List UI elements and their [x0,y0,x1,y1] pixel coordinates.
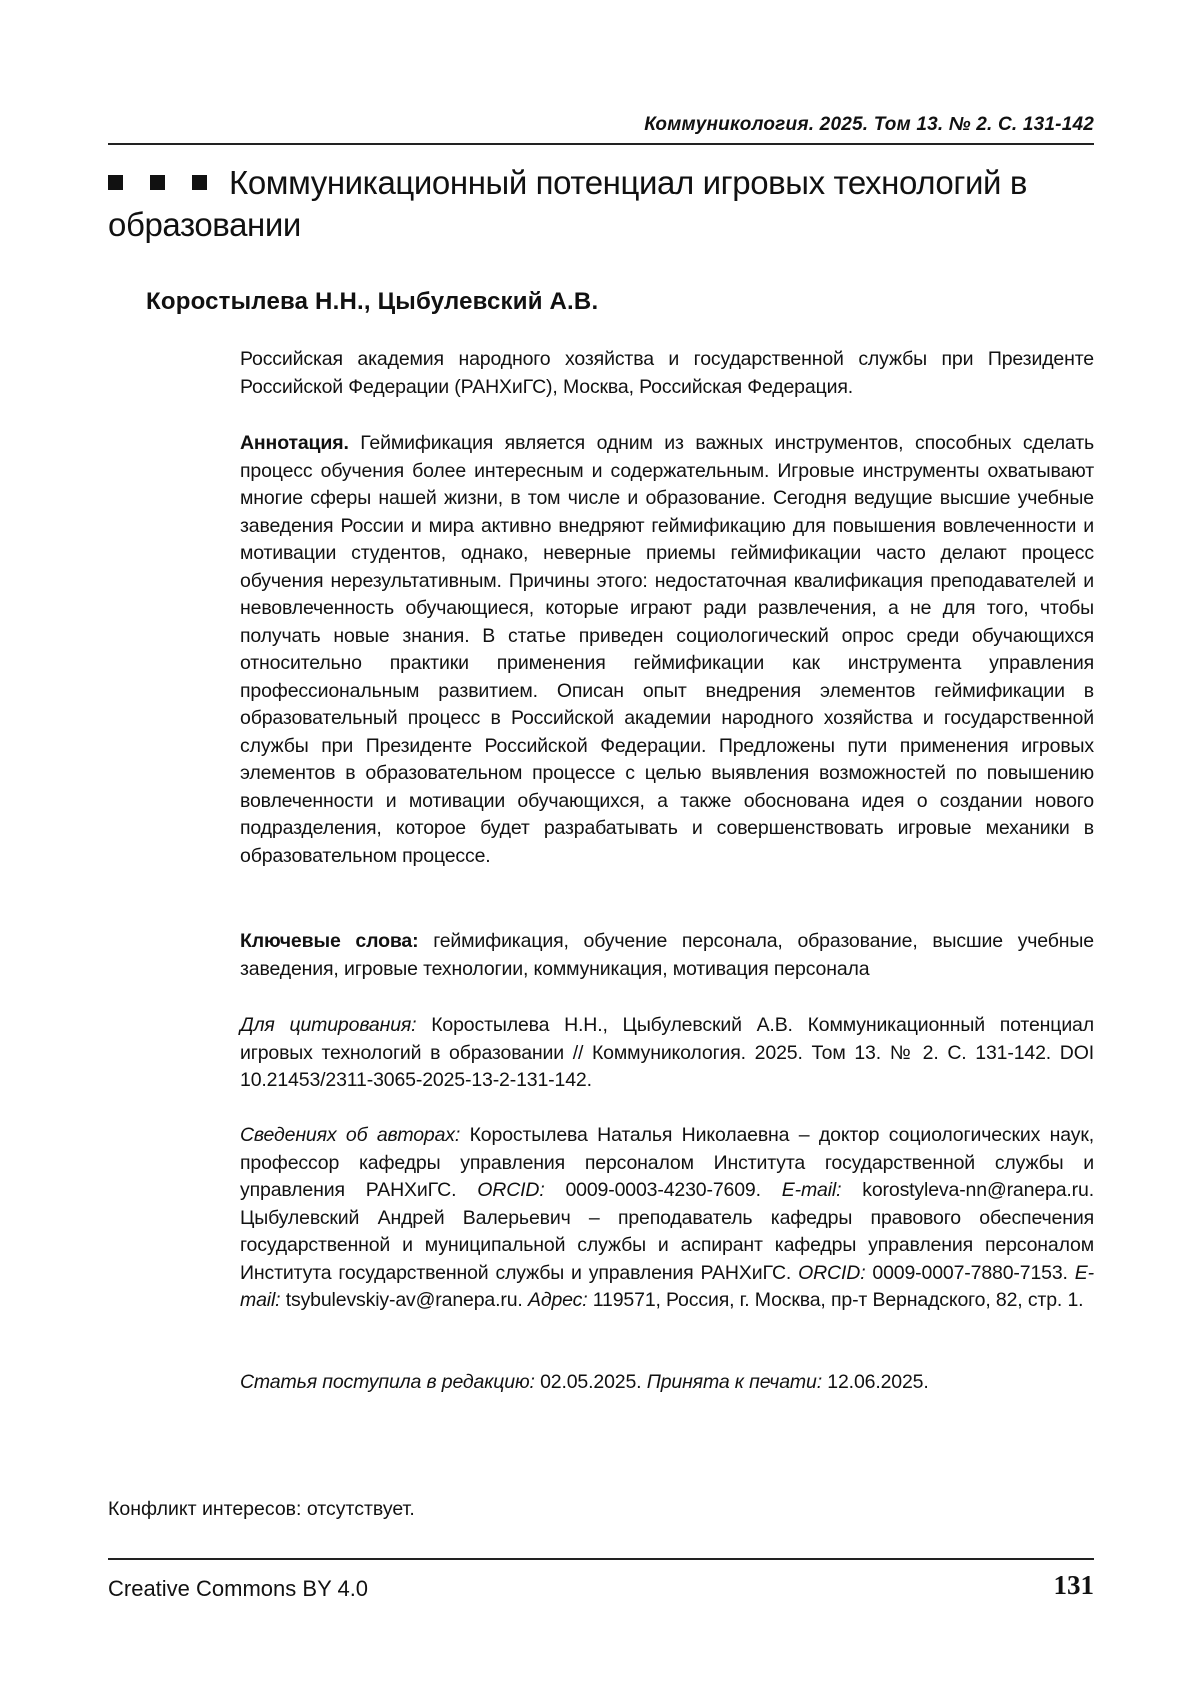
keywords-label: Ключевые слова: [240,930,419,952]
orcid-label: ORCID: [477,1179,545,1201]
authors: Коростылева Н.Н., Цыбулевский А.В. [146,288,599,315]
author2-orcid: 0009-0007-7880-7153. [872,1261,1068,1284]
citation [240,1012,1094,1095]
abstract [240,430,1094,870]
running-header: Коммуникология. 2025. Том 13. № 2. С. 131-142 [644,114,1094,135]
address-label: Адрес: [527,1289,588,1311]
authors-info [240,1122,1094,1315]
license: Creative Commons BY 4.0 [108,1576,369,1601]
page-number: 131 [1053,1570,1094,1600]
article-dates [240,1369,1094,1397]
affiliation: Российская академия народного хозяйства и государственной службы при Президенте Российской Федерации (РАНХиГС), Москва, Российская Федерация. [240,348,1094,398]
footer-rule [108,1558,1094,1560]
orcid-label: ORCID: [798,1261,866,1284]
address: 119571, Россия, г. Москва, пр-т Вернадского, 82, стр. 1. [592,1289,1084,1311]
header-rule [108,143,1094,145]
received-date: 02.05.2025. [540,1371,642,1393]
keywords-text: геймификация, обучение персонала, образование, высшие учебные заведения, игровые технологии, коммуникация, мотивация персонала [240,930,1094,980]
received-label: Статья поступила в редакцию: [240,1371,535,1393]
accepted-label: Принята к печати: [646,1371,822,1393]
square-bullet-icon [192,175,207,190]
square-bullet-icon [108,175,123,190]
author1-orcid: 0009-0003-4230-7609. [565,1179,761,1201]
keywords [240,928,1094,983]
author2-info: Цыбулевский Андрей Валерьевич – преподаватель кафедры правового обеспечения государственной и муниципальной службы и аспирант кафедры управления персоналом Института государственной службы и управления РАНХиГС. [240,1206,1094,1284]
email-label: E-mail: [240,1261,1094,1311]
citation-text: Коростылева Н.Н., Цыбулевский А.В. Коммуникационный потенциал игровых технологий в образовании // Коммуникология. 2025. Том 13. № 2. С. 131-142. DOI 10.21453/2311-3065-2025-13-2-131-142. [240,1014,1094,1091]
article-title-text: Коммуникационный потенциал игровых технологий в образовании [108,164,1027,243]
author1-info: Коростылева Наталья Николаевна – доктор социологических наук, профессор кафедры управления персоналом Института государственной службы и управления РАНХиГС. [240,1124,1094,1201]
author1-email: korostyleva-nn@ranepa.ru. [862,1179,1094,1201]
article-title [108,162,1094,246]
square-bullet-icon [150,175,165,190]
email-label: E-mail: [781,1179,842,1201]
conflict-of-interest: Конфликт интересов: отсутствует. [108,1498,415,1520]
author2-email: tsybulevskiy-av@ranepa.ru. [285,1289,523,1311]
authors-info-label: Сведениях об авторах: [240,1124,461,1146]
citation-label: Для цитирования: [240,1014,417,1036]
accepted-date: 12.06.2025. [827,1371,929,1393]
abstract-text: Геймификация является одним из важных инструментов, способных сделать процесс обучения более интересным и содержательным. Игровые инструменты охватывают многие сферы нашей жизни, в том числе и образование. Сегодня ведущие высшие учебные заведения России и мира активно внедряют геймификацию для повышения вовлеченности и мотивации студентов, однако, неверные приемы геймификации часто делают процесс обучения нерезультативным. Причины этого: недостаточная квалификация преподавателей и невовлеченность обучающиеся, которые играют ради развлечения, а не для того, чтобы получать новые знания. В статье приведен социологический опрос среди обучающихся относительно практики применения геймификации как инструмента управления профессиональным развитием. Описан опыт внедрения элементов геймификации в образовательный процесс в Российской академии народного хозяйства и государственной службы при Президенте Российской Федерации. Предложены пути применения игровых элементов в образовательном процессе с целью выявления возможностей по повышению вовлеченности и мотивации обучающихся, а также обоснована идея о создании нового подразделения, которое будет разрабатывать и совершенствовать игровые механики в образовательном процессе. [240,432,1094,867]
abstract-label: Аннотация. [240,432,349,454]
